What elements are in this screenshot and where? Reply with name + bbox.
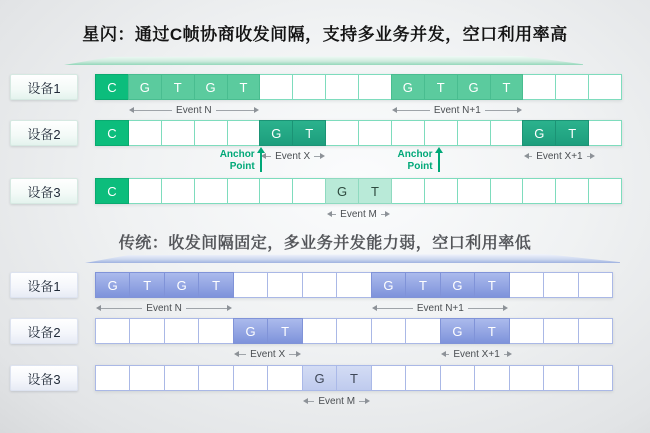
event-span bbox=[95, 302, 233, 314]
frame-cell-T: T bbox=[292, 120, 326, 146]
empty-slot bbox=[424, 120, 458, 146]
anchor-arrow-line bbox=[438, 152, 440, 172]
empty-slot bbox=[358, 120, 392, 146]
traditional-title: 传统：收发间隔固定，多业务并发能力弱，空口利用率低 bbox=[118, 235, 532, 252]
event-label: Event X+1 bbox=[536, 150, 583, 162]
traditional-device3-row bbox=[10, 365, 613, 407]
frame-grid bbox=[95, 120, 622, 146]
empty-slot bbox=[227, 120, 261, 146]
event-label: Event N bbox=[146, 302, 182, 314]
empty-slot bbox=[198, 365, 233, 391]
empty-slot bbox=[302, 318, 337, 344]
event-label: Event N bbox=[176, 104, 212, 116]
empty-slot bbox=[555, 178, 589, 204]
empty-slot bbox=[391, 178, 425, 204]
event-span bbox=[302, 395, 371, 407]
frame-cell-G: G bbox=[325, 178, 359, 204]
event-span bbox=[233, 348, 302, 360]
empty-slot bbox=[267, 365, 302, 391]
frame-cell-T: T bbox=[424, 74, 458, 100]
empty-slot bbox=[391, 120, 425, 146]
row-annotations bbox=[95, 391, 613, 406]
event-label: Event X+1 bbox=[453, 348, 500, 360]
empty-slot bbox=[588, 74, 622, 100]
event-span bbox=[326, 208, 392, 220]
empty-slot bbox=[336, 272, 371, 298]
empty-slot bbox=[457, 178, 491, 204]
frame-cell-G: G bbox=[259, 120, 293, 146]
empty-slot bbox=[405, 318, 440, 344]
frame-cell-G: G bbox=[194, 74, 228, 100]
frame-grid bbox=[95, 365, 613, 391]
frame-cell-G: G bbox=[371, 272, 406, 298]
frame-cell-T: T bbox=[555, 120, 589, 146]
empty-slot bbox=[233, 272, 268, 298]
row-annotations bbox=[95, 100, 622, 118]
empty-slot bbox=[371, 318, 406, 344]
empty-slot bbox=[474, 365, 509, 391]
frame-grid bbox=[95, 178, 622, 204]
empty-slot bbox=[95, 318, 130, 344]
row-annotations bbox=[95, 344, 613, 363]
frame-cell-G: G bbox=[457, 74, 491, 100]
empty-slot bbox=[161, 120, 195, 146]
frame-cell-T: T bbox=[474, 318, 509, 344]
frame-cell-G: G bbox=[391, 74, 425, 100]
nearlink-device1-row bbox=[10, 74, 622, 116]
empty-slot bbox=[578, 272, 613, 298]
empty-slot bbox=[302, 272, 337, 298]
frame-cell-T: T bbox=[267, 318, 302, 344]
empty-slot bbox=[198, 318, 233, 344]
nearlink-device3-row bbox=[10, 178, 622, 220]
frame-cell-T: T bbox=[227, 74, 261, 100]
empty-slot bbox=[194, 120, 228, 146]
frame-cell-G: G bbox=[95, 272, 130, 298]
event-span bbox=[128, 104, 260, 116]
device-label: 设备2 bbox=[10, 120, 78, 146]
frame-cell-T: T bbox=[405, 272, 440, 298]
empty-slot bbox=[440, 365, 475, 391]
traditional-device2-row bbox=[10, 318, 613, 360]
event-label: Event N+1 bbox=[416, 302, 464, 314]
event-span bbox=[260, 150, 326, 162]
empty-slot bbox=[543, 365, 578, 391]
frame-cell-G: G bbox=[522, 120, 556, 146]
empty-slot bbox=[336, 318, 371, 344]
frame-grid bbox=[95, 318, 613, 344]
frame-cell-G: G bbox=[440, 318, 475, 344]
device-label: 设备3 bbox=[10, 178, 78, 204]
event-label: Event X bbox=[250, 348, 286, 360]
row-annotations bbox=[95, 298, 613, 317]
empty-slot bbox=[543, 272, 578, 298]
empty-slot bbox=[509, 318, 544, 344]
frame-cell-G: G bbox=[128, 74, 162, 100]
frame-cell-G: G bbox=[233, 318, 268, 344]
row-annotations bbox=[95, 146, 622, 177]
empty-slot bbox=[128, 120, 162, 146]
event-span bbox=[371, 302, 509, 314]
frame-cell-T: T bbox=[161, 74, 195, 100]
empty-slot bbox=[543, 318, 578, 344]
event-label: Event M bbox=[340, 208, 377, 220]
empty-slot bbox=[522, 74, 556, 100]
empty-slot bbox=[588, 178, 622, 204]
frame-grid bbox=[95, 74, 622, 100]
event-span bbox=[523, 150, 589, 162]
event-span bbox=[440, 348, 509, 360]
empty-slot bbox=[325, 120, 359, 146]
empty-slot bbox=[227, 178, 261, 204]
frame-cell-T: T bbox=[129, 272, 164, 298]
empty-slot bbox=[555, 74, 589, 100]
frame-cell-G: G bbox=[440, 272, 475, 298]
empty-slot bbox=[292, 178, 326, 204]
frame-cell-T: T bbox=[358, 178, 392, 204]
device-label: 设备3 bbox=[10, 365, 78, 391]
empty-slot bbox=[129, 365, 164, 391]
nearlink-divider-line bbox=[64, 56, 583, 65]
event-span bbox=[391, 104, 523, 116]
nearlink-device2-row bbox=[10, 120, 622, 172]
empty-slot bbox=[95, 365, 130, 391]
empty-slot bbox=[371, 365, 406, 391]
empty-slot bbox=[522, 178, 556, 204]
empty-slot bbox=[164, 365, 199, 391]
empty-slot bbox=[509, 365, 544, 391]
empty-slot bbox=[292, 74, 326, 100]
anchor-point-label: Anchor Point bbox=[219, 149, 255, 172]
empty-slot bbox=[161, 178, 195, 204]
nearlink-title: 星闪：通过C帧协商收发间隔，支持多业务并发，空口利用率高 bbox=[82, 25, 568, 44]
empty-slot bbox=[259, 178, 293, 204]
empty-slot bbox=[424, 178, 458, 204]
event-label: Event X bbox=[275, 150, 311, 162]
empty-slot bbox=[588, 120, 622, 146]
frame-grid bbox=[95, 272, 613, 298]
empty-slot bbox=[405, 365, 440, 391]
empty-slot bbox=[259, 74, 293, 100]
frame-cell-T: T bbox=[336, 365, 371, 391]
empty-slot bbox=[457, 120, 491, 146]
frame-cell-G: G bbox=[302, 365, 337, 391]
frame-cell-T: T bbox=[474, 272, 509, 298]
empty-slot bbox=[578, 318, 613, 344]
empty-slot bbox=[129, 318, 164, 344]
empty-slot bbox=[128, 178, 162, 204]
row-annotations bbox=[95, 204, 622, 219]
empty-slot bbox=[509, 272, 544, 298]
frame-cell-C: C bbox=[95, 74, 129, 100]
empty-slot bbox=[490, 178, 524, 204]
empty-slot bbox=[490, 120, 524, 146]
empty-slot bbox=[164, 318, 199, 344]
traditional-device1-row bbox=[10, 272, 613, 314]
device-label: 设备1 bbox=[10, 74, 78, 100]
frame-cell-C: C bbox=[95, 178, 129, 204]
empty-slot bbox=[358, 74, 392, 100]
device-label: 设备2 bbox=[10, 318, 78, 344]
empty-slot bbox=[267, 272, 302, 298]
empty-slot bbox=[233, 365, 268, 391]
traditional-divider-line bbox=[85, 254, 620, 263]
device-label: 设备1 bbox=[10, 272, 78, 298]
empty-slot bbox=[578, 365, 613, 391]
anchor-arrow-line bbox=[260, 152, 262, 172]
frame-cell-T: T bbox=[490, 74, 524, 100]
anchor-point-label: Anchor Point bbox=[397, 149, 433, 172]
event-label: Event M bbox=[318, 395, 356, 407]
frame-cell-C: C bbox=[95, 120, 129, 146]
frame-cell-T: T bbox=[198, 272, 233, 298]
event-label: Event N+1 bbox=[433, 104, 481, 116]
frame-cell-G: G bbox=[164, 272, 199, 298]
empty-slot bbox=[194, 178, 228, 204]
empty-slot bbox=[325, 74, 359, 100]
